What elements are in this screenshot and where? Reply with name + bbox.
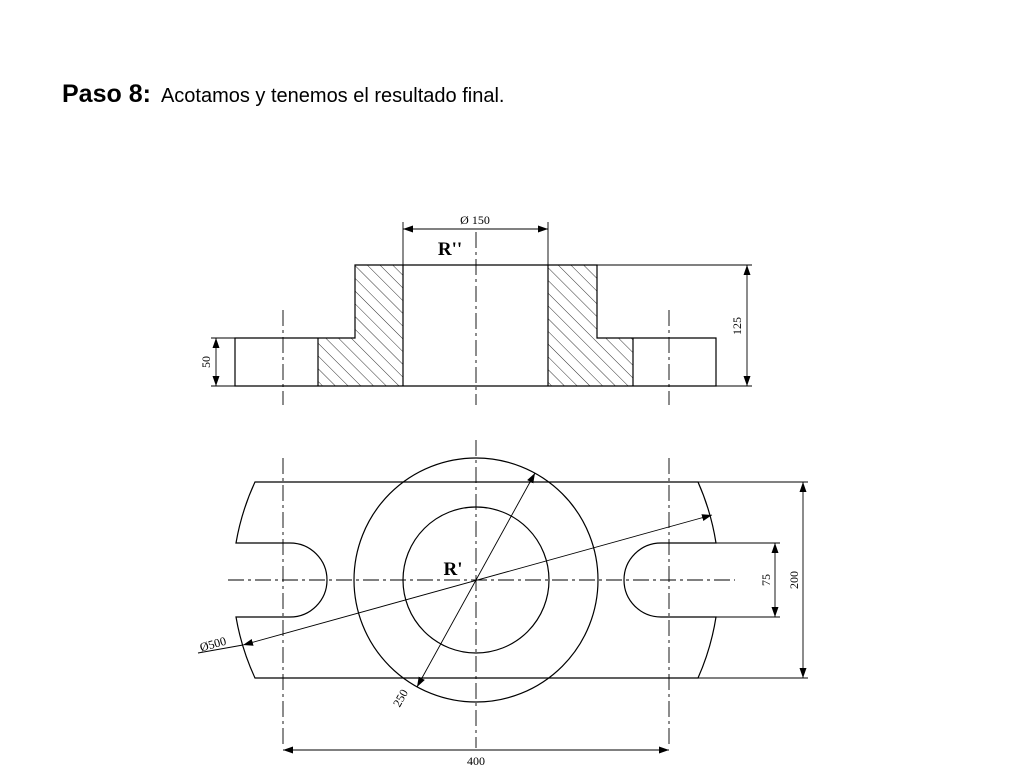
dim-hole-spacing: 400 — [467, 754, 485, 768]
dim-base-depth: 200 — [787, 571, 801, 589]
dim-slot-width: 75 — [759, 574, 773, 586]
section-hatch-right — [548, 265, 633, 386]
dim-base-height: 50 — [199, 356, 213, 368]
front-dimensions — [211, 222, 752, 386]
top-dimensions — [198, 473, 808, 750]
dim-inner-radius: 250 — [390, 686, 411, 710]
section-hatch-left — [318, 265, 403, 386]
step-description: Acotamos y tenemos el resultado final. — [160, 85, 505, 107]
front-view-label: R'' — [437, 239, 463, 260]
top-view-label: R' — [443, 559, 463, 580]
step-label: Paso 8: — [62, 80, 151, 108]
dim-bore-diameter: Ø 150 — [460, 213, 490, 227]
dim-outer-diameter: Ø500 — [198, 633, 228, 655]
top-view — [228, 440, 735, 748]
front-view — [235, 232, 716, 405]
front-outline — [235, 265, 716, 386]
dim-total-height: 125 — [730, 317, 744, 335]
